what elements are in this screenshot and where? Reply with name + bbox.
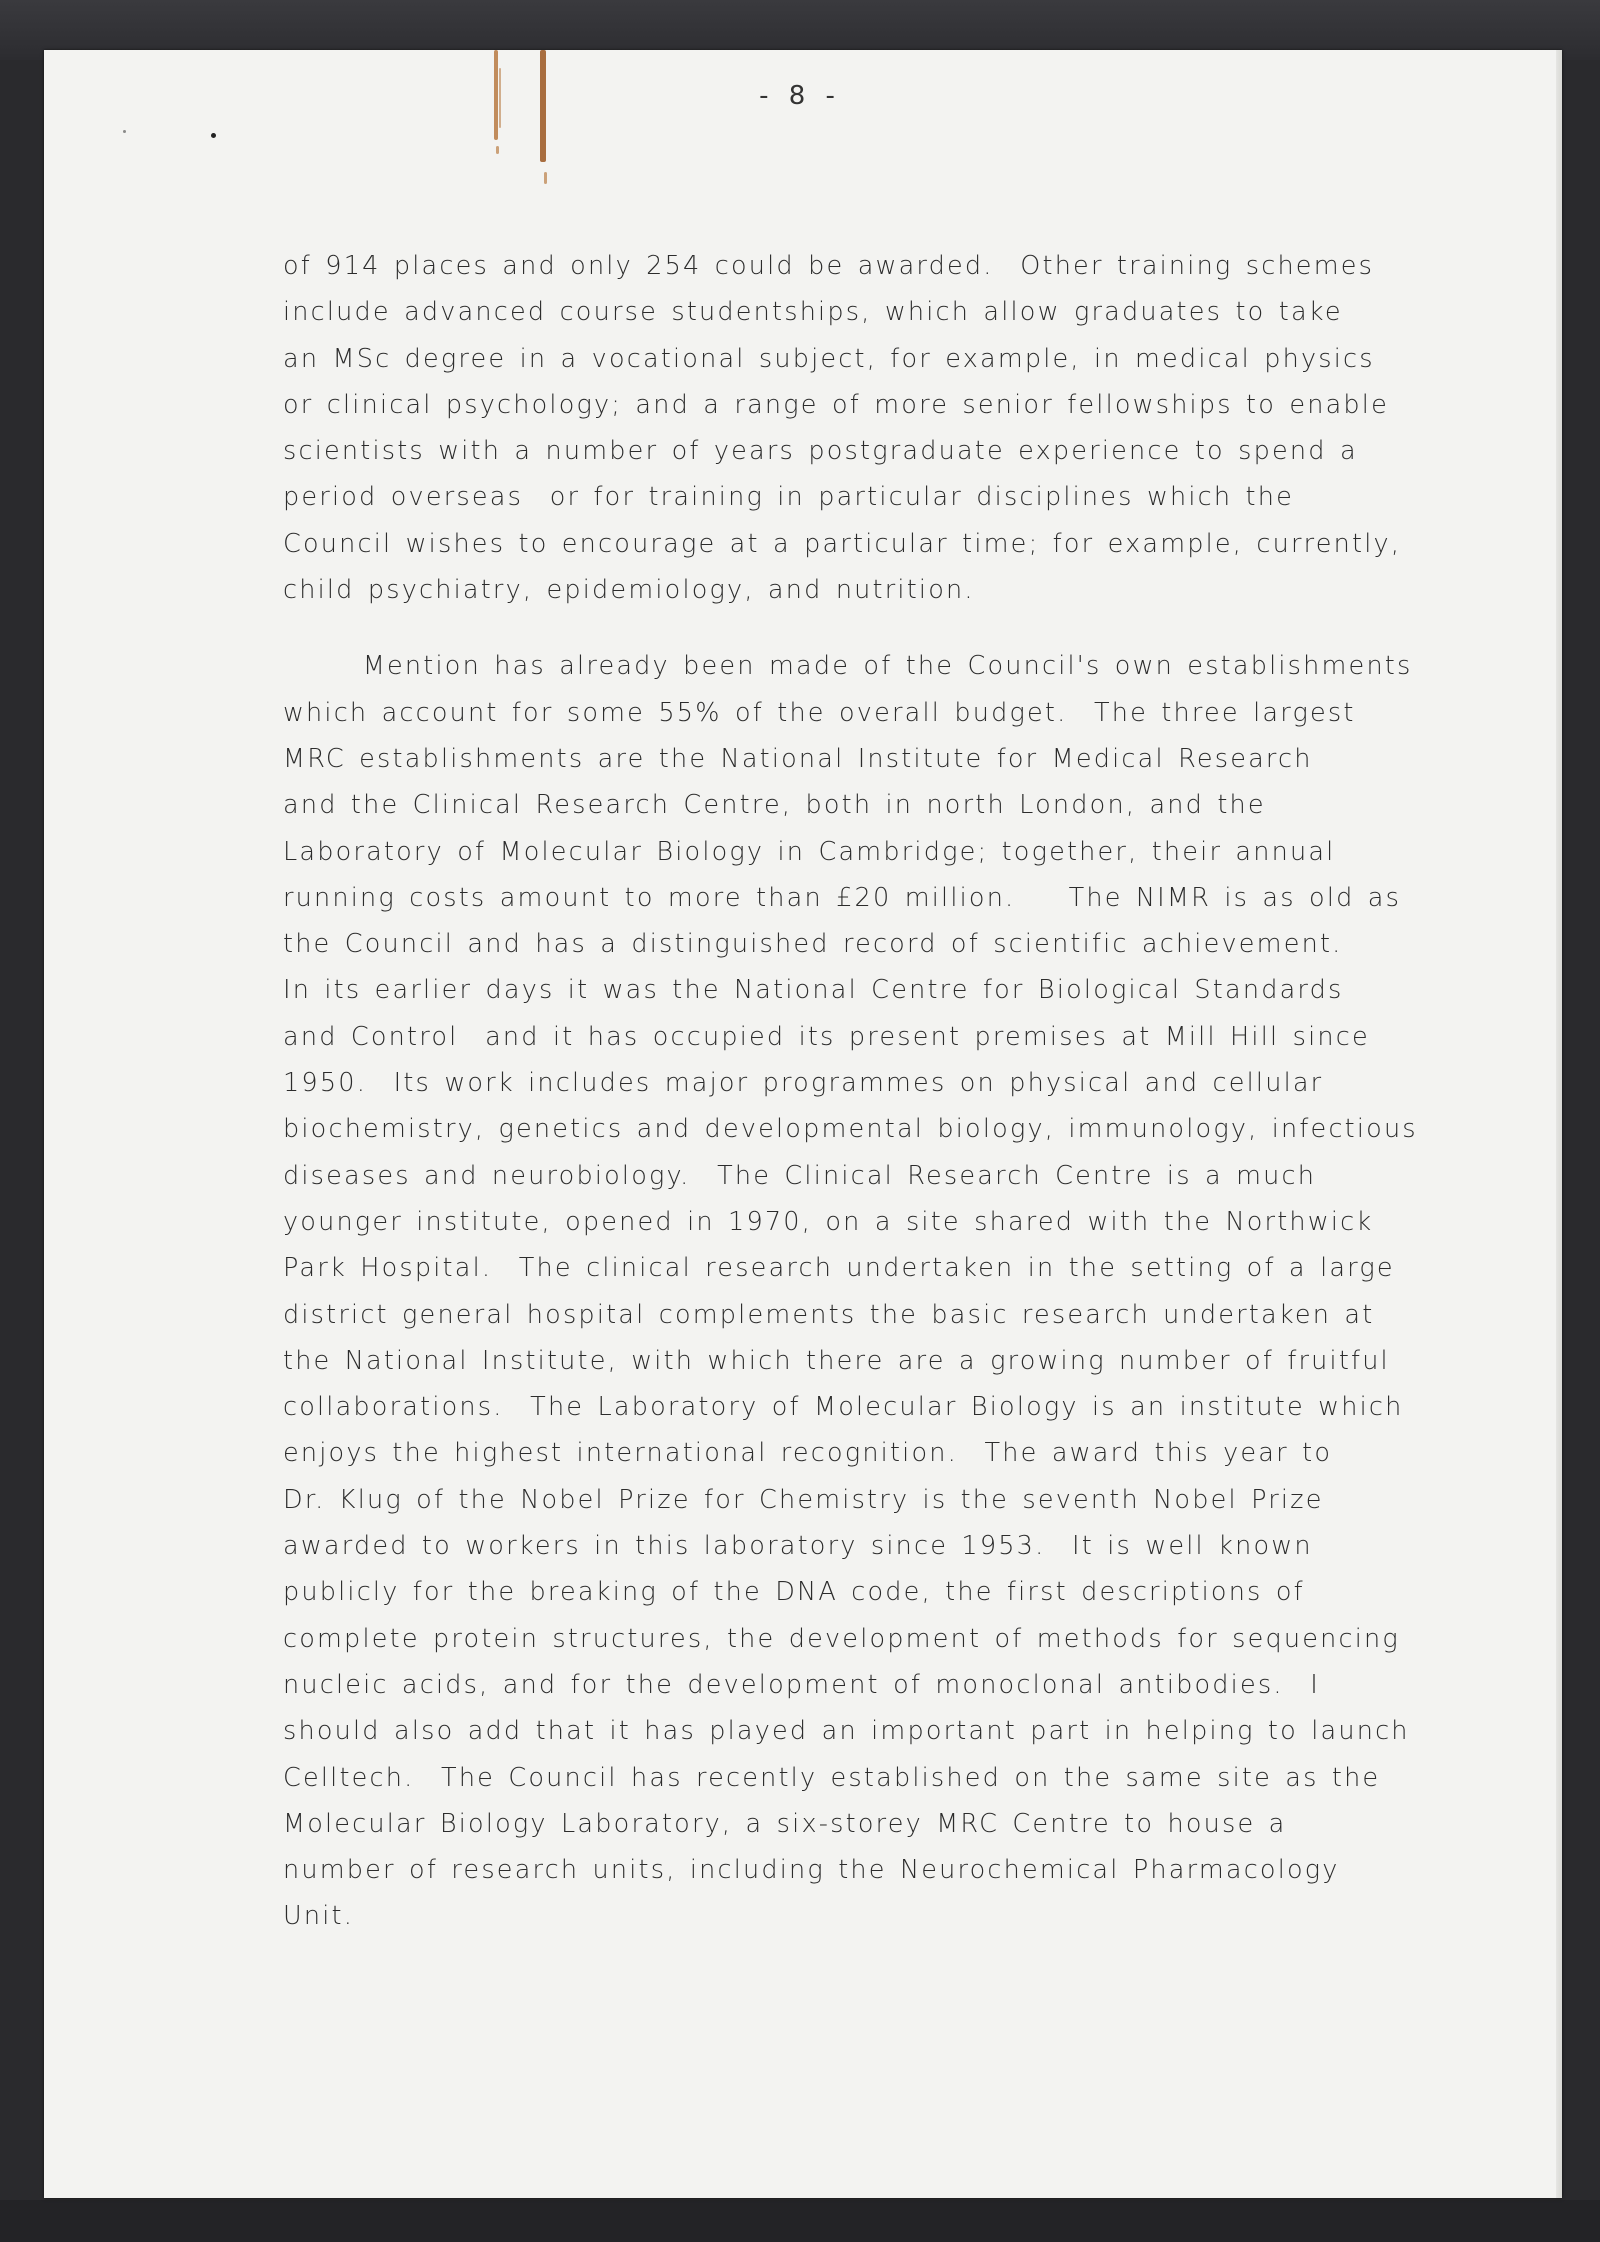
text-line: collaborations. The Laboratory of Molecular Biology is an institute which xyxy=(283,1392,1404,1423)
text-line: nucleic acids, and for the development of monoclonal antibodies. I xyxy=(283,1669,1320,1700)
ink-speck xyxy=(211,133,216,138)
text-line: and Control and it has occupied its present premises at Mill Hill since xyxy=(283,1021,1370,1052)
page-number: - 8 - xyxy=(759,81,841,111)
text-line: or clinical psychology; and a range of more senior fellowships to enable xyxy=(283,389,1389,420)
text-line: enjoys the highest international recognition. The award this year to xyxy=(283,1438,1333,1469)
text-line: the Council and has a distinguished record of scientific achievement. xyxy=(283,929,1343,960)
ink-speck xyxy=(123,130,126,133)
text-line: an MSc degree in a vocational subject, for example, in medical physics xyxy=(283,343,1375,374)
text-line: scientists with a number of years postgraduate experience to spend a xyxy=(283,436,1358,467)
text-line: child psychiatry, epidemiology, and nutrition. xyxy=(283,575,975,606)
text-line: Celltech. The Council has recently established on the same site as the xyxy=(283,1762,1381,1793)
text-line: Laboratory of Molecular Biology in Cambridge; together, their annual xyxy=(283,836,1336,867)
page-edge-shadow xyxy=(1556,50,1562,2198)
text-line: diseases and neurobiology. The Clinical Research Centre is a much xyxy=(283,1160,1317,1191)
text-line: MRC establishments are the National Institute for Medical Research xyxy=(283,743,1313,774)
paragraph-1 xyxy=(283,243,1423,613)
text-line: 1950. Its work includes major programmes on physical and cellular xyxy=(283,1068,1324,1099)
paragraph-gap xyxy=(283,613,1423,643)
text-line: period overseas or for training in particular disciplines which the xyxy=(283,482,1294,513)
text-line: Park Hospital. The clinical research undertaken in the setting of a large xyxy=(283,1253,1395,1284)
text-line: district general hospital complements the basic research undertaken at xyxy=(283,1299,1375,1330)
text-line: number of research units, including the Neurochemical Pharmacology xyxy=(283,1855,1340,1886)
text-line: Mention has already been made of the Council's own establishments xyxy=(283,651,1413,682)
text-line: which account for some 55% of the overall budget. The three largest xyxy=(283,697,1356,728)
text-line: the National Institute, with which there are a growing number of fruitful xyxy=(283,1345,1390,1376)
scanner-backdrop-bottom xyxy=(0,2200,1600,2242)
text-line: should also add that it has played an important part in helping to launch xyxy=(283,1716,1410,1747)
text-line: Council wishes to encourage at a particular time; for example, currently, xyxy=(283,528,1402,559)
text-line: running costs amount to more than £20 million. The NIMR is as old as xyxy=(283,882,1402,913)
rust-stain-mark xyxy=(496,146,499,154)
rust-stain-mark xyxy=(544,172,547,184)
text-line: include advanced course studentships, which allow graduates to take xyxy=(283,297,1343,328)
text-line: In its earlier days it was the National Centre for Biological Standards xyxy=(283,975,1344,1006)
text-line: publicly for the breaking of the DNA code, the first descriptions of xyxy=(283,1577,1305,1608)
text-line: Molecular Biology Laboratory, a six-storey MRC Centre to house a xyxy=(283,1808,1287,1839)
text-line: biochemistry, genetics and developmental biology, immunology, infectious xyxy=(283,1114,1418,1145)
text-line: younger institute, opened in 1970, on a site shared with the Northwick xyxy=(283,1206,1374,1237)
text-line: awarded to workers in this laboratory since 1953. It is well known xyxy=(283,1531,1313,1562)
text-line: of 914 places and only 254 could be awarded. Other training schemes xyxy=(283,251,1375,281)
text-line: and the Clinical Research Centre, both in north London, and the xyxy=(283,790,1266,821)
document-body xyxy=(283,243,1423,1940)
paragraph-2 xyxy=(283,643,1423,1939)
text-line: Unit. xyxy=(283,1901,355,1932)
text-line: complete protein structures, the development of methods for sequencing xyxy=(283,1623,1400,1654)
text-line: Dr. Klug of the Nobel Prize for Chemistry is the seventh Nobel Prize xyxy=(283,1484,1324,1515)
